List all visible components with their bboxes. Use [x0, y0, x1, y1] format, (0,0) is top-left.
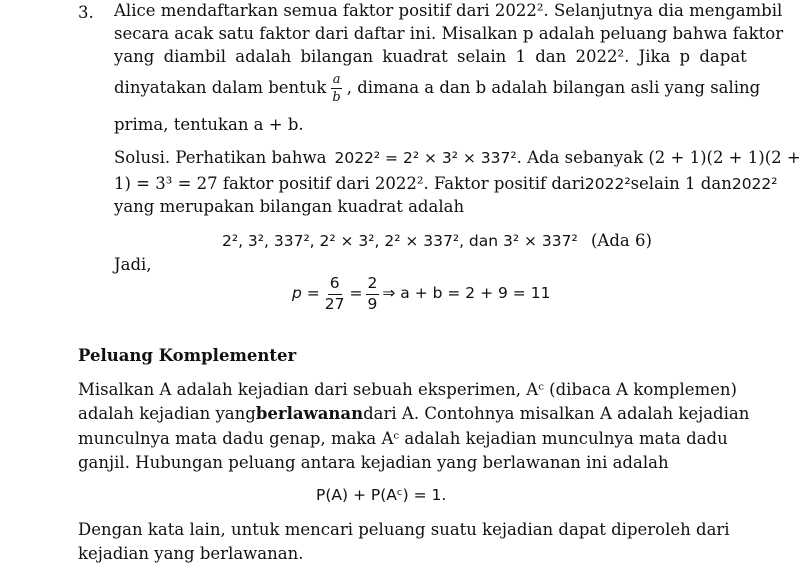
problem-line-4: [114, 72, 761, 105]
solution-line-1: [114, 148, 801, 167]
solution-intro: Solusi. Perhatikan bahwa: [114, 148, 327, 167]
probability-equation: [292, 276, 550, 312]
solution-line-2-math-1: 2022²: [584, 175, 631, 193]
paragraph-1-line-4: ganjil. Hubungan peluang antara kejadian yang berlawanan ini adalah: [78, 453, 669, 472]
solution-line-3: yang merupakan bilangan kuadrat adalah: [114, 197, 465, 216]
problem-line-4-pre: dinyatakan dalam bentuk: [114, 78, 327, 98]
fraction-6-over-27-numerator: 6: [328, 276, 342, 295]
fraction-denominator: b: [332, 90, 341, 105]
solution-factorization: 2022² = 2² × 3² × 337²: [334, 149, 517, 167]
paragraph-1-line-2: [78, 404, 750, 423]
square-factor-list: [222, 233, 652, 250]
problem-line-1: Alice mendaftarkan semua faktor positif dari 2022². Selanjutnya dia mengambil: [114, 1, 783, 20]
fraction-2-over-9-denominator: 9: [367, 294, 378, 313]
fraction-numerator: a: [332, 72, 341, 87]
fraction-2-over-9: [366, 276, 380, 312]
solution-line-2-b: selain 1 dan: [630, 174, 732, 193]
problem-line-2: secara acak satu faktor dari daftar ini. Misalkan p adalah peluang bahwa faktor: [114, 24, 784, 43]
fraction-6-over-27: [323, 276, 347, 312]
solution-line-2-math-2: 2022²: [731, 175, 778, 193]
paragraph-2-line-1: Dengan kata lain, untuk mencari peluang suatu kejadian dapat diperoleh dari: [78, 520, 730, 539]
paragraph-1-line-2-b: dari A. Contohnya misalkan A adalah kejadian: [363, 404, 750, 423]
problem-line-3: yang diambil adalah bilangan kuadrat selain 1 dan 2022². Jika p dapat: [114, 47, 747, 66]
solution-line-2: [114, 174, 778, 193]
solution-jadi: Jadi,: [114, 255, 152, 274]
solution-line-1-tail: . Ada sebanyak (2 + 1)(2 + 1)(2 +: [516, 148, 801, 167]
paragraph-1-line-3: munculnya mata dadu genap, maka Aᶜ adalah kejadian munculnya mata dadu: [78, 429, 728, 448]
fraction-2-over-9-numerator: 2: [366, 276, 380, 295]
square-factor-count: (Ada 6): [590, 231, 652, 250]
paragraph-1-line-1: Misalkan A adalah kejadian dari sebuah eksperimen, Aᶜ (dibaca A komplemen): [78, 380, 737, 399]
fraction-a-over-b: [330, 73, 342, 104]
equation-equals: =: [349, 284, 363, 303]
section-heading: Peluang Komplementer: [78, 346, 297, 365]
complement-formula: P(A) + P(Aᶜ) = 1.: [316, 486, 447, 504]
fraction-6-over-27-denominator: 27: [324, 294, 345, 313]
problem-number: 3.: [78, 3, 94, 22]
paragraph-1-line-2-a: adalah kejadian yang: [78, 404, 256, 423]
problem-line-4-post: , dimana a dan b adalah bilangan asli yang saling: [346, 78, 761, 98]
equation-result: ⇒ a + b = 2 + 9 = 11: [382, 284, 551, 303]
equation-p: p =: [292, 284, 320, 303]
paragraph-2-line-2: kejadian yang berlawanan.: [78, 544, 304, 563]
solution-line-2-a: 1) = 3³ = 27 faktor positif dari 2022². Faktor positif dari: [114, 174, 585, 193]
problem-line-5: prima, tentukan a + b.: [114, 115, 304, 134]
bold-term-berlawanan: berlawanan: [255, 404, 364, 423]
square-factor-list-math: 2², 3², 337², 2² × 3², 2² × 337², dan 3² × 337²: [222, 232, 578, 250]
